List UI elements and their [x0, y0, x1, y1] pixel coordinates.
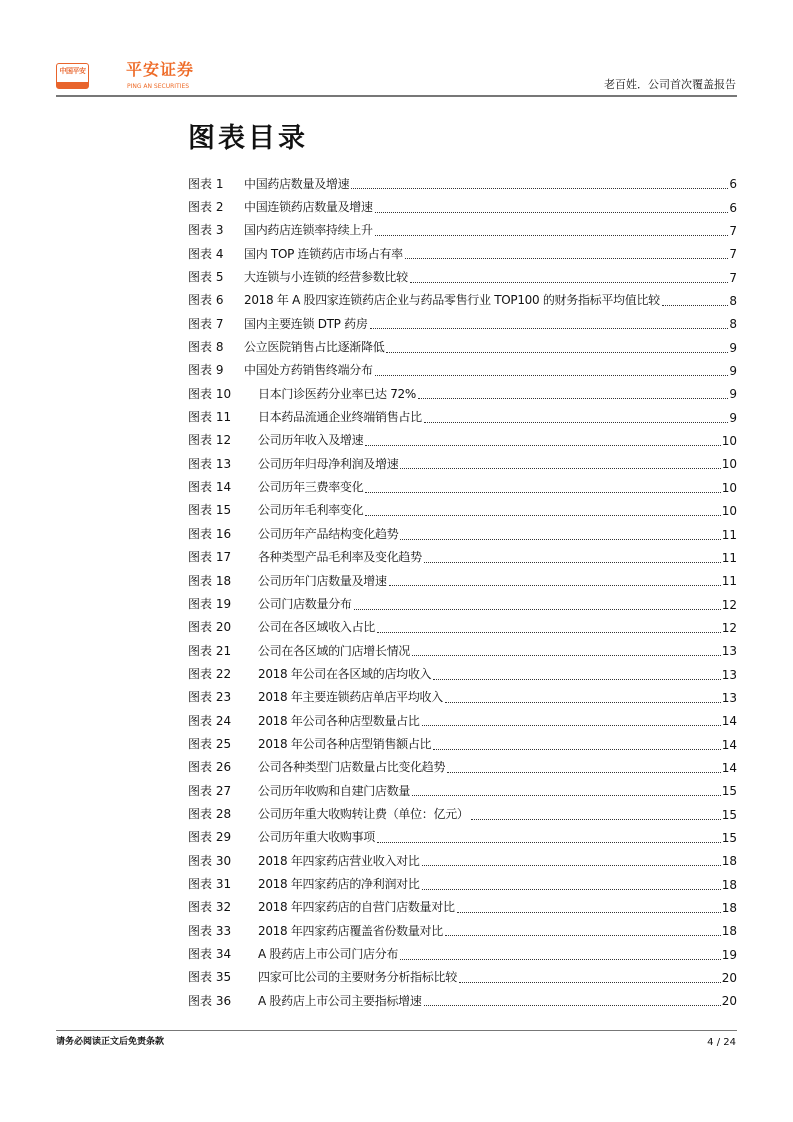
- toc-leader-dots: [412, 643, 721, 656]
- toc-entry[interactable]: [188, 359, 737, 382]
- toc-entry[interactable]: [188, 475, 737, 498]
- toc-entry[interactable]: [188, 242, 737, 265]
- toc-title: 公司历年收购和自建门店数量: [258, 783, 411, 798]
- toc-page-number: 15: [721, 830, 737, 845]
- toc-leader-dots: [365, 503, 720, 516]
- toc-title: 公司历年重大收购转让费（单位：亿元）: [258, 806, 469, 821]
- toc-label: 图表 23: [188, 690, 232, 705]
- toc-entry[interactable]: [188, 172, 737, 195]
- toc-leader-dots: [412, 783, 721, 796]
- toc-leader-dots: [370, 316, 729, 329]
- toc-title: 国内 TOP 连锁药店市场占有率: [244, 246, 403, 261]
- toc-leader-dots: [422, 713, 721, 726]
- toc-title: 日本药品流通企业终端销售占比: [258, 410, 422, 425]
- toc-entry[interactable]: [188, 569, 737, 592]
- toc-page-number: 11: [721, 550, 737, 565]
- toc-label: 图表 30: [188, 853, 232, 868]
- toc-page-number: 6: [729, 200, 737, 215]
- toc-label: 图表 20: [188, 620, 232, 635]
- toc-title: 公司历年收入及增速: [258, 433, 364, 448]
- toc-title: 2018 年四家药店覆盖省份数量对比: [258, 923, 443, 938]
- toc-label: 图表 16: [188, 526, 232, 541]
- toc-page-number: 18: [721, 901, 737, 915]
- toc-label: 图表 3: [188, 223, 224, 238]
- toc-page-number: 10: [721, 504, 737, 519]
- toc-entry[interactable]: [188, 966, 737, 989]
- toc-page-number: 10: [721, 457, 737, 472]
- toc-title: A 股药店上市公司门店分布: [258, 947, 399, 962]
- toc-entry[interactable]: [188, 732, 737, 755]
- logo-bar: [57, 82, 88, 88]
- toc-title: 公司各种类型门店数量占比变化趋势: [258, 760, 446, 775]
- toc-page-number: 18: [721, 877, 737, 892]
- toc-title: 日本门诊医药分业率已达 72%: [258, 386, 416, 401]
- page-title: 图表目录: [188, 123, 308, 154]
- toc-leader-dots: [375, 200, 729, 213]
- toc-entry[interactable]: [188, 872, 737, 895]
- toc-leader-dots: [351, 176, 728, 189]
- toc-entry[interactable]: [188, 686, 737, 709]
- toc-label: 图表 28: [188, 806, 232, 821]
- toc-page-number: 7: [729, 270, 737, 285]
- toc-title: 公司历年三费率变化: [258, 480, 364, 495]
- toc-label: 图表 10: [188, 386, 232, 401]
- toc-label: 图表 7: [188, 316, 224, 331]
- toc-title: 公司历年毛利率变化: [258, 503, 364, 518]
- toc-label: 图表 6: [188, 293, 224, 308]
- toc-leader-dots: [354, 597, 721, 610]
- toc-leader-dots: [424, 550, 721, 563]
- toc-title: 2018 年公司各种店型销售额占比: [258, 736, 432, 751]
- toc-entry[interactable]: [188, 989, 737, 1012]
- toc-label: 图表 18: [188, 573, 232, 588]
- toc-entry[interactable]: [188, 616, 737, 639]
- toc-entry[interactable]: [188, 546, 737, 569]
- toc-label: 图表 17: [188, 550, 232, 565]
- toc-entry[interactable]: [188, 335, 737, 358]
- toc-page-number: 14: [721, 760, 737, 775]
- toc-entry[interactable]: [188, 499, 737, 522]
- toc-entry[interactable]: [188, 919, 737, 942]
- toc-page-number: 7: [729, 247, 737, 262]
- toc-title: 公司历年门店数量及增速: [258, 573, 387, 588]
- toc-title: 2018 年四家药店的净利润对比: [258, 876, 420, 891]
- toc-title: 大连锁与小连锁的经营参数比较: [244, 270, 408, 285]
- toc-label: 图表 22: [188, 666, 232, 681]
- toc-entry[interactable]: [188, 522, 737, 545]
- toc-page-number: 12: [721, 597, 737, 612]
- toc-leader-dots: [471, 807, 721, 820]
- toc-entry[interactable]: [188, 429, 737, 452]
- toc-leader-dots: [422, 853, 721, 866]
- toc-title: 国内药店连锁率持续上升: [244, 223, 373, 238]
- toc-entry[interactable]: [188, 382, 737, 405]
- logo-text: 中国平安: [59, 67, 86, 75]
- toc-label: 图表 32: [188, 900, 232, 915]
- toc-leader-dots: [400, 947, 721, 960]
- disclaimer: 请务必阅读正文后免责条款: [56, 1037, 165, 1047]
- toc-leader-dots: [424, 410, 729, 423]
- toc-label: 图表 31: [188, 876, 232, 891]
- toc-title: 2018 年四家药店营业收入对比: [258, 853, 420, 868]
- toc-page-number: 14: [721, 737, 737, 752]
- toc-entry[interactable]: [188, 662, 737, 685]
- toc-entry[interactable]: [188, 405, 737, 428]
- toc-leader-dots: [386, 340, 728, 353]
- toc-page-number: 6: [729, 177, 737, 192]
- toc-label: 图表 26: [188, 760, 232, 775]
- toc-page-number: 15: [721, 807, 737, 822]
- toc-page-number: 13: [721, 690, 737, 705]
- toc-label: 图表 14: [188, 480, 232, 495]
- toc-leader-dots: [662, 293, 729, 306]
- toc-title: 2018 年公司各种店型数量占比: [258, 713, 420, 728]
- toc-label: 图表 33: [188, 923, 232, 938]
- toc-title: 中国处方药销售终端分布: [244, 363, 373, 378]
- toc-label: 图表 24: [188, 713, 232, 728]
- toc-entry[interactable]: [188, 265, 737, 288]
- toc-leader-dots: [365, 480, 720, 493]
- toc-page-number: 10: [721, 480, 737, 495]
- toc-title: A 股药店上市公司主要指标增速: [258, 993, 422, 1008]
- toc-entry[interactable]: [188, 942, 737, 965]
- toc-page-number: 13: [721, 644, 737, 659]
- toc-title: 2018 年主要连锁药店单店平均收入: [258, 690, 443, 705]
- toc-leader-dots: [400, 527, 720, 540]
- toc-title: 2018 年公司在各区域的店均收入: [258, 666, 432, 681]
- toc-page-number: 13: [721, 667, 737, 682]
- toc-page-number: 8: [729, 294, 737, 309]
- toc-page-number: 9: [729, 410, 737, 425]
- toc-leader-dots: [459, 970, 721, 983]
- toc-label: 图表 4: [188, 246, 224, 261]
- toc-label: 图表 5: [188, 270, 224, 285]
- toc-title: 公司历年重大收购事项: [258, 830, 376, 845]
- toc-page-number: 15: [721, 784, 737, 799]
- toc-entry[interactable]: [188, 195, 737, 218]
- toc-entry[interactable]: [188, 756, 737, 779]
- toc-entry[interactable]: [188, 219, 737, 242]
- toc-label: 图表 15: [188, 503, 232, 518]
- toc-label: 图表 1: [188, 176, 224, 191]
- toc-entry[interactable]: [188, 289, 737, 312]
- toc-label: 图表 21: [188, 643, 232, 658]
- toc-leader-dots: [405, 246, 729, 259]
- toc-leader-dots: [447, 760, 721, 773]
- toc-page-number: 20: [721, 994, 737, 1009]
- toc-page-number: 11: [721, 574, 737, 589]
- toc-title: 2018 年 A 股四家连锁药店企业与药品零售行业 TOP100 的财务指标平均值比较: [244, 293, 660, 308]
- toc-leader-dots: [389, 573, 721, 586]
- footer-divider: [56, 1030, 737, 1031]
- toc-title: 公司历年产品结构变化趋势: [258, 526, 399, 541]
- toc-title: 公司在各区域的门店增长情况: [258, 643, 411, 658]
- toc-label: 图表 11: [188, 410, 232, 425]
- toc-leader-dots: [400, 456, 720, 469]
- toc-title: 2018 年四家药店的自营门店数量对比: [258, 900, 455, 915]
- toc-title: 各种类型产品毛利率及变化趋势: [258, 550, 422, 565]
- table-of-figures: [188, 172, 737, 1012]
- toc-leader-dots: [457, 900, 721, 913]
- toc-label: 图表 13: [188, 456, 232, 471]
- toc-leader-dots: [424, 993, 721, 1006]
- toc-page-number: 9: [729, 364, 737, 379]
- toc-page-number: 14: [721, 714, 737, 729]
- toc-title: 中国连锁药店数量及增速: [244, 200, 373, 215]
- toc-page-number: 18: [721, 924, 737, 939]
- toc-title: 国内主要连锁 DTP 药房: [244, 316, 368, 331]
- report-title: 老百姓．公司首次覆盖报告: [604, 78, 736, 91]
- toc-page-number: 19: [721, 947, 737, 962]
- toc-entry[interactable]: [188, 896, 737, 919]
- toc-entry[interactable]: [188, 779, 737, 802]
- toc-leader-dots: [377, 620, 721, 633]
- toc-label: 图表 9: [188, 363, 224, 378]
- toc-leader-dots: [433, 737, 720, 750]
- toc-leader-dots: [365, 433, 720, 446]
- toc-entry[interactable]: [188, 826, 737, 849]
- toc-label: 图表 29: [188, 830, 232, 845]
- toc-leader-dots: [418, 386, 728, 399]
- page-number: 4 / 24: [707, 1037, 736, 1048]
- toc-leader-dots: [410, 270, 729, 283]
- toc-leader-dots: [445, 923, 721, 936]
- toc-label: 图表 35: [188, 970, 232, 985]
- toc-label: 图表 34: [188, 947, 232, 962]
- brand-name: 平安证券: [126, 60, 195, 79]
- toc-label: 图表 36: [188, 993, 232, 1008]
- ping-an-logo: [56, 63, 89, 89]
- toc-page-number: 9: [729, 387, 737, 402]
- toc-entry[interactable]: [188, 639, 737, 662]
- toc-title: 四家可比公司的主要财务分析指标比较: [258, 970, 457, 985]
- toc-label: 图表 2: [188, 200, 224, 215]
- toc-title: 公司历年归母净利润及增速: [258, 456, 399, 471]
- toc-page-number: 12: [721, 620, 737, 635]
- toc-label: 图表 25: [188, 736, 232, 751]
- toc-page-number: 10: [721, 434, 737, 449]
- toc-leader-dots: [377, 830, 721, 843]
- toc-page-number: 18: [721, 854, 737, 869]
- brand-name-en: PING AN SECURITIES: [127, 83, 190, 90]
- toc-entry[interactable]: [188, 709, 737, 732]
- toc-leader-dots: [445, 690, 721, 703]
- toc-title: 公司门店数量分布: [258, 596, 352, 611]
- toc-title: 公司在各区域收入占比: [258, 620, 376, 635]
- toc-title: 中国药店数量及增速: [244, 176, 350, 191]
- toc-page-number: 9: [729, 340, 737, 355]
- toc-page-number: 11: [721, 527, 737, 542]
- toc-label: 图表 27: [188, 783, 232, 798]
- toc-entry[interactable]: [188, 312, 737, 335]
- toc-label: 图表 8: [188, 340, 224, 355]
- toc-entry[interactable]: [188, 452, 737, 475]
- toc-page-number: 8: [729, 317, 737, 332]
- toc-page-number: 7: [729, 224, 737, 239]
- toc-entry[interactable]: [188, 849, 737, 872]
- toc-label: 图表 12: [188, 433, 232, 448]
- toc-leader-dots: [422, 877, 721, 890]
- toc-entry[interactable]: [188, 592, 737, 615]
- header-divider: [56, 95, 737, 97]
- toc-page-number: 20: [721, 971, 737, 986]
- toc-label: 图表 19: [188, 596, 232, 611]
- toc-entry[interactable]: [188, 802, 737, 825]
- toc-leader-dots: [433, 667, 720, 680]
- toc-title: 公立医院销售占比逐渐降低: [244, 340, 385, 355]
- toc-leader-dots: [375, 363, 729, 376]
- toc-leader-dots: [375, 223, 729, 236]
